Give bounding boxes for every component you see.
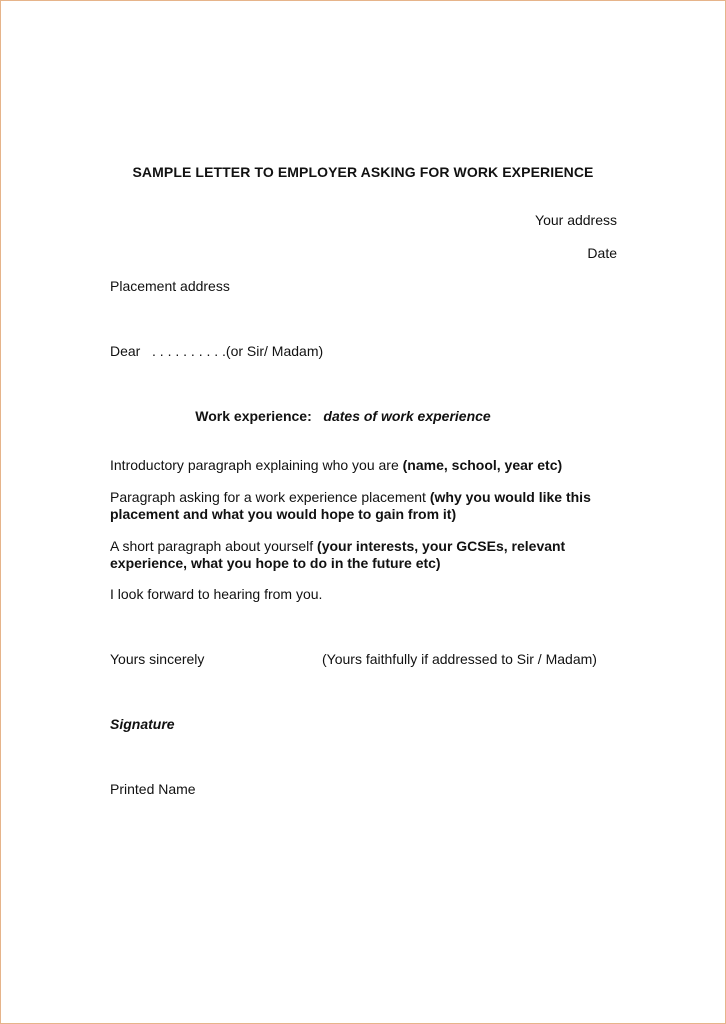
your-address: Your address: [535, 212, 617, 228]
date: Date: [587, 245, 617, 261]
subject-line: [0, 408, 705, 425]
paragraph-intro-hint: (name, school, year etc): [402, 457, 563, 473]
paragraph-request-hint-1: (why you would like this: [429, 489, 591, 505]
paragraph-about: [110, 538, 610, 572]
signature: Signature: [110, 716, 175, 732]
closing-line: I look forward to hearing from you.: [110, 586, 323, 602]
paragraph-request: [110, 489, 610, 523]
subject-label: Work experience:: [195, 408, 312, 424]
sign-off-alternative: (Yours faithfully if addressed to Sir / Madam): [322, 651, 597, 667]
paragraph-request-hint-2: placement and what you would hope to gain from it): [110, 506, 457, 522]
sign-off: Yours sincerely: [110, 651, 205, 667]
placement-address: Placement address: [110, 278, 230, 294]
paragraph-about-hint-1: (your interests, your GCSEs, relevant: [317, 538, 566, 554]
paragraph-about-hint-2: experience, what you hope to do in the future etc): [110, 555, 441, 571]
paragraph-intro: [110, 457, 610, 474]
salutation: Dear . . . . . . . . . .(or Sir/ Madam): [110, 343, 324, 359]
paragraph-request-text: Paragraph asking for a work experience placement: [110, 489, 430, 505]
paragraph-about-text: A short paragraph about yourself: [110, 538, 318, 554]
paragraph-intro-text: Introductory paragraph explaining who you are: [110, 457, 403, 473]
subject-value: dates of work experience: [323, 408, 491, 424]
printed-name: Printed Name: [110, 781, 196, 797]
letter-title: SAMPLE LETTER TO EMPLOYER ASKING FOR WORK EXPERIENCE: [132, 164, 594, 180]
